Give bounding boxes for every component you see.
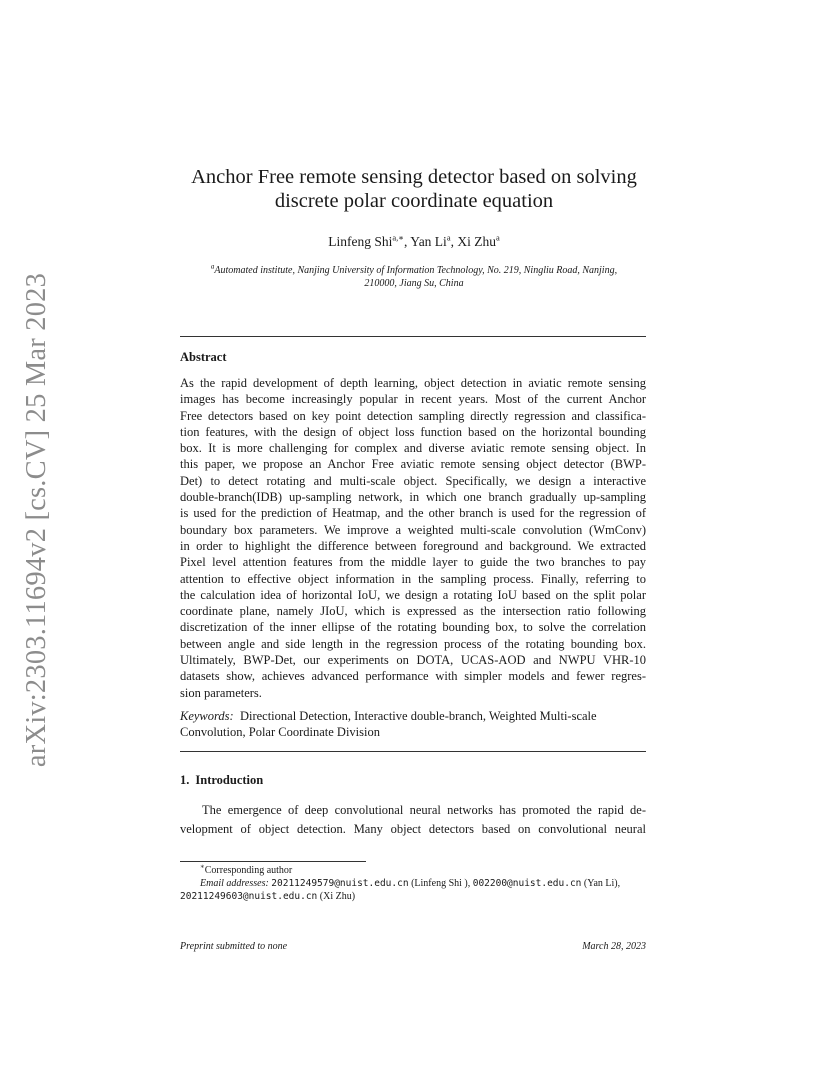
abstract-line: datasets show, achieves advanced performance with simpler models and fewer regres- — [180, 669, 646, 684]
corresponding-marker: ∗ — [200, 862, 205, 871]
abstract-line: double-branch(IDB) up-sampling network, in which one branch gradually up-sampling — [180, 490, 646, 505]
abstract-line: this paper, we propose an Anchor Free aviatic remote sensing object detector (BWP- — [180, 457, 646, 472]
affiliation-marker: a — [210, 262, 215, 271]
author-separator: , — [450, 234, 458, 249]
footnote-rule — [180, 861, 366, 862]
abstract-line: in order to highlight the difference between foreground and background. We extracted — [180, 538, 646, 553]
abstract-top-rule — [180, 336, 646, 337]
introduction-line: The emergence of deep convolutional neural networks has promoted the rapid de- — [202, 803, 646, 817]
abstract-line: is used for the prediction of Heatmap, and the other branch is used for the regression of — [180, 506, 646, 521]
paper-title — [180, 165, 648, 213]
abstract-heading: Abstract — [180, 350, 227, 364]
author-name: Linfeng Shi — [328, 234, 393, 249]
preprint-date: March 28, 2023 — [582, 941, 646, 952]
preprint-note: Preprint submitted to none — [180, 941, 288, 952]
abstract-line: boundary box parameters. We improve a weighted multi-scale convolution (WmConv) — [180, 522, 646, 537]
abstract-line: Free detectors based on key point detection sampling directly regression and classifica- — [180, 408, 646, 423]
author-list — [180, 234, 648, 250]
abstract-line: As the rapid development of depth learning, object detection in aviatic remote sensing — [180, 376, 646, 390]
author-separator: , — [404, 234, 411, 249]
abstract-body — [180, 375, 646, 701]
email-owner: (Linfeng Shi ), — [408, 878, 473, 889]
keywords-label: Keywords: — [180, 709, 234, 723]
footnote-corresponding — [180, 864, 650, 877]
abstract-line: box. It is more challenging for complex and diverse aviatic remote sensing object. In — [180, 441, 646, 456]
email-label: Email addresses: — [200, 878, 269, 889]
footnote-emails-continued — [180, 890, 650, 903]
title-line-2: discrete polar coordinate equation — [274, 190, 554, 212]
abstract-line: the calculation idea of horizontal IoU, we design a rotating IoU based on the split polar — [180, 587, 646, 602]
abstract-bottom-rule — [180, 751, 646, 752]
section-title: Introduction — [195, 773, 264, 787]
introduction-body — [180, 801, 646, 838]
arxiv-identifier-stamp — [14, 272, 60, 768]
abstract-line: Pixel level attention features from the middle layer to guide the two branches to pay — [180, 555, 646, 570]
keywords-line-1: Directional Detection, Interactive double-branch, Weighted Multi-scale — [239, 709, 597, 723]
corresponding-author-note: Corresponding author — [204, 865, 293, 876]
email-owner: (Xi Zhu) — [317, 891, 356, 902]
email-link[interactable]: 002200@nuist.edu.cn — [472, 878, 582, 889]
author-affiliation-marker: a — [446, 232, 451, 243]
abstract-line: discretization of the inner ellipse of the rotating bounding box, to solve the correlation — [180, 620, 646, 635]
abstract-line: Ultimately, BWP-Det, our experiments on DOTA, UCAS-AOD and NWPU VHR-10 — [180, 653, 646, 668]
email-link[interactable]: 20211249603@nuist.edu.cn — [180, 891, 318, 902]
author-affiliation-marker: a — [495, 232, 500, 243]
abstract-line: attention to effective object information in the sampling process. Finally, referring to — [180, 571, 646, 586]
keywords-line-2: Convolution, Polar Coordinate Division — [180, 725, 380, 740]
email-link[interactable]: 20211249579@nuist.edu.cn — [271, 878, 409, 889]
footnotes — [180, 864, 650, 903]
affiliation-line-1: Automated institute, Nanjing University of Information Technology, No. 219, Ningliu Road, Nanjing, — [214, 265, 618, 276]
abstract-line: Det) to detect rotating and multi-scale object. Specifically, we design a interactive — [180, 473, 646, 488]
introduction-line: velopment of object detection. Many object detectors based on convolutional neural — [180, 821, 646, 836]
abstract-line: coordinate plane, namely JIoU, which is expressed as the intersection ratio following — [180, 604, 646, 619]
section-number: 1. — [180, 773, 190, 787]
abstract-line: between angle and side length in the regression process of the rotating bounding box. — [180, 636, 646, 651]
affiliation — [180, 264, 648, 290]
abstract-line: sion parameters. — [180, 685, 262, 700]
keywords — [180, 708, 646, 741]
author-name: Yan Li — [410, 234, 447, 249]
footnote-emails — [180, 877, 650, 890]
arxiv-identifier-text: arXiv:2303.11694v2 [cs.CV] 25 Mar 2023 — [21, 272, 52, 768]
author-name: Xi Zhu — [457, 234, 496, 249]
email-owner: (Yan Li), — [581, 878, 621, 889]
abstract-line: tion features, with the design of object loss function based on the horizontal bounding — [180, 424, 646, 439]
affiliation-line-2: 210000, Jiang Su, China — [364, 278, 464, 289]
author-affiliation-marker: a,∗ — [392, 232, 405, 243]
abstract-line: images has become increasingly popular in recent years. Most of the current Anchor — [180, 392, 646, 407]
section-heading-introduction — [180, 773, 263, 788]
title-line-1: Anchor Free remote sensing detector based on solving — [191, 166, 637, 188]
